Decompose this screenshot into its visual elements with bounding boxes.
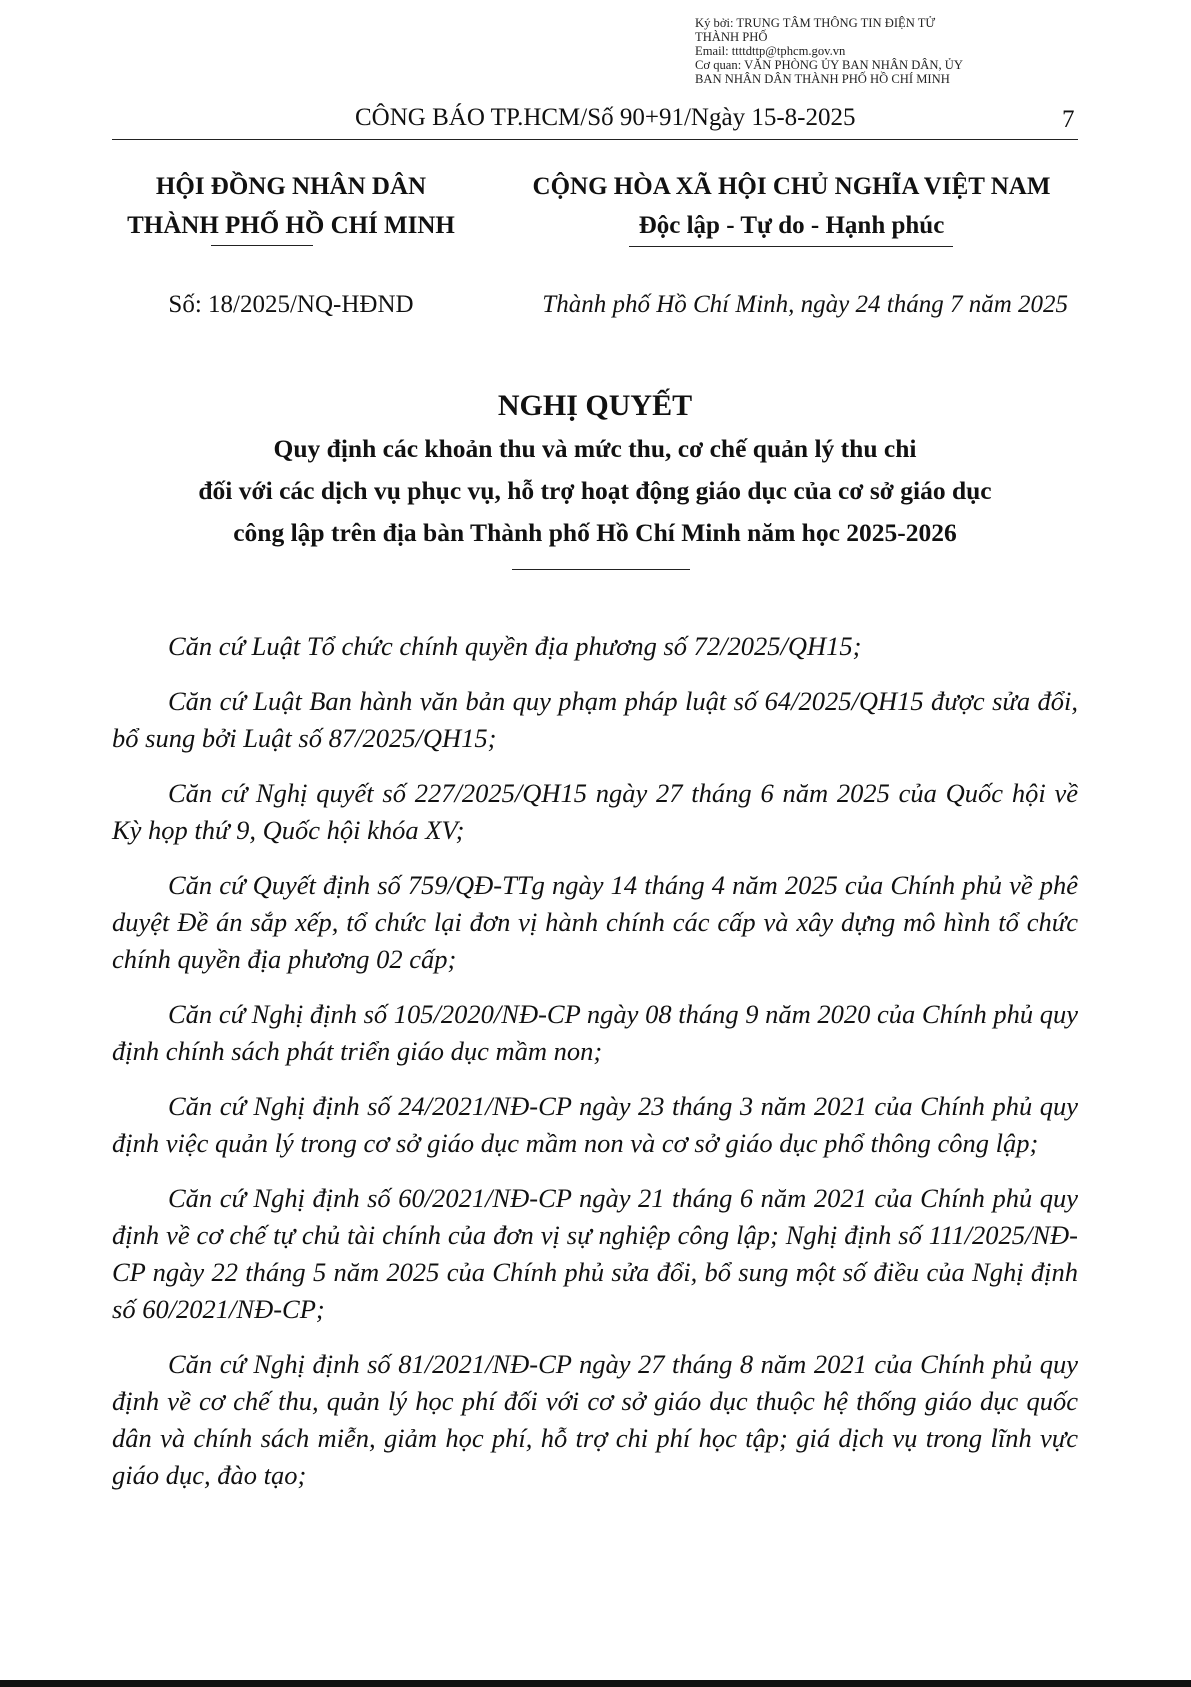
legal-basis-item: Căn cứ Nghị định số 105/2020/NĐ-CP ngày 08 tháng 9 năm 2020 của Chính phủ quy định chính sách phát triển giáo dục mầm non; [112,999,1078,1066]
issuer-block [112,167,470,245]
legal-basis-item: Căn cứ Luật Ban hành văn bản quy phạm pháp luật số 64/2025/QH15 được sửa đổi, bổ sung bởi Luật số 87/2025/QH15; [112,686,1078,753]
legal-basis-item: Căn cứ Nghị định số 60/2021/NĐ-CP ngày 21 tháng 6 năm 2021 của Chính phủ quy định về cơ chế tự chủ tài chính của đơn vị sự nghiệp công lập; Nghị định số 111/2025/NĐ-CP ngày 22 tháng 5 năm 2025 của Chính phủ sửa đổi, bổ sung một số điều của Nghị định số 60/2021/NĐ-CP; [112,1183,1078,1324]
page-number: 7 [1062,106,1075,133]
legal-basis-item: Căn cứ Nghị quyết số 227/2025/QH15 ngày 27 tháng 6 năm 2025 của Quốc hội về Kỳ họp thứ 9, Quốc hội khóa XV; [112,778,1078,845]
signature-line: Email: ttttdttp@tphcm.gov.vn [695,44,846,58]
subtitle-line: Quy định các khoản thu và mức thu, cơ chế quản lý thu chi [273,434,917,463]
document-number: Số: 18/2025/NQ-HĐND [168,291,414,318]
issuer-underline [211,245,313,246]
page-bottom-edge [0,1680,1191,1687]
title-rule [512,569,690,570]
signature-line: BAN NHÂN DÂN THÀNH PHỐ HỒ CHÍ MINH [695,72,950,86]
legal-basis-item: Căn cứ Quyết định số 759/QĐ-TTg ngày 14 tháng 4 năm 2025 của Chính phủ về phê duyệt Đề án sắp xếp, tổ chức lại đơn vị hành chính các cấp và xây dựng mô hình tổ chức chính quyền địa phương 02 cấp; [112,870,1078,974]
digital-signature-block [695,16,1055,86]
document-subtitle [112,428,1078,554]
header-rule [112,139,1078,140]
signature-line: Ký bởi: TRUNG TÂM THÔNG TIN ĐIỆN TỬ [695,16,936,30]
issuer-line-2: THÀNH PHỐ HỒ CHÍ MINH [127,212,455,239]
document-title: NGHỊ QUYẾT [497,389,693,422]
issuer-line-1: HỘI ĐỒNG NHÂN DÂN [155,173,427,200]
subtitle-line: công lập trên địa bàn Thành phố Hồ Chí Minh năm học 2025-2026 [233,518,957,547]
subtitle-line: đối với các dịch vụ phục vụ, hỗ trợ hoạt động giáo dục của cơ sở giáo dục [198,476,992,505]
legal-basis-list [112,628,1078,1512]
place-date: Thành phố Hồ Chí Minh, ngày 24 tháng 7 năm 2025 [542,291,1068,318]
signature-line: THÀNH PHỐ [695,30,768,44]
national-heading-block [515,167,1068,245]
legal-basis-item: Căn cứ Luật Tổ chức chính quyền địa phương số 72/2025/QH15; [168,631,862,661]
nation-motto: Độc lập - Tự do - Hạnh phúc [638,212,945,239]
motto-underline [629,246,953,247]
signature-line: Cơ quan: VĂN PHÒNG ỦY BAN NHÂN DÂN, ỦY [695,58,963,72]
gazette-header: CÔNG BÁO TP.HCM/Số 90+91/Ngày 15-8-2025 [355,104,856,131]
legal-basis-item: Căn cứ Nghị định số 24/2021/NĐ-CP ngày 23 tháng 3 năm 2021 của Chính phủ quy định việc quản lý trong cơ sở giáo dục mầm non và cơ sở giáo dục phổ thông công lập; [112,1091,1078,1158]
nation-name: CỘNG HÒA XÃ HỘI CHỦ NGHĨA VIỆT NAM [532,173,1051,200]
legal-basis-item: Căn cứ Nghị định số 81/2021/NĐ-CP ngày 27 tháng 8 năm 2021 của Chính phủ quy định về cơ chế thu, quản lý học phí đối với cơ sở giáo dục thuộc hệ thống giáo dục quốc dân và chính sách miễn, giảm học phí, hỗ trợ chi phí học tập; giá dịch vụ trong lĩnh vực giáo dục, đào tạo; [112,1349,1078,1490]
